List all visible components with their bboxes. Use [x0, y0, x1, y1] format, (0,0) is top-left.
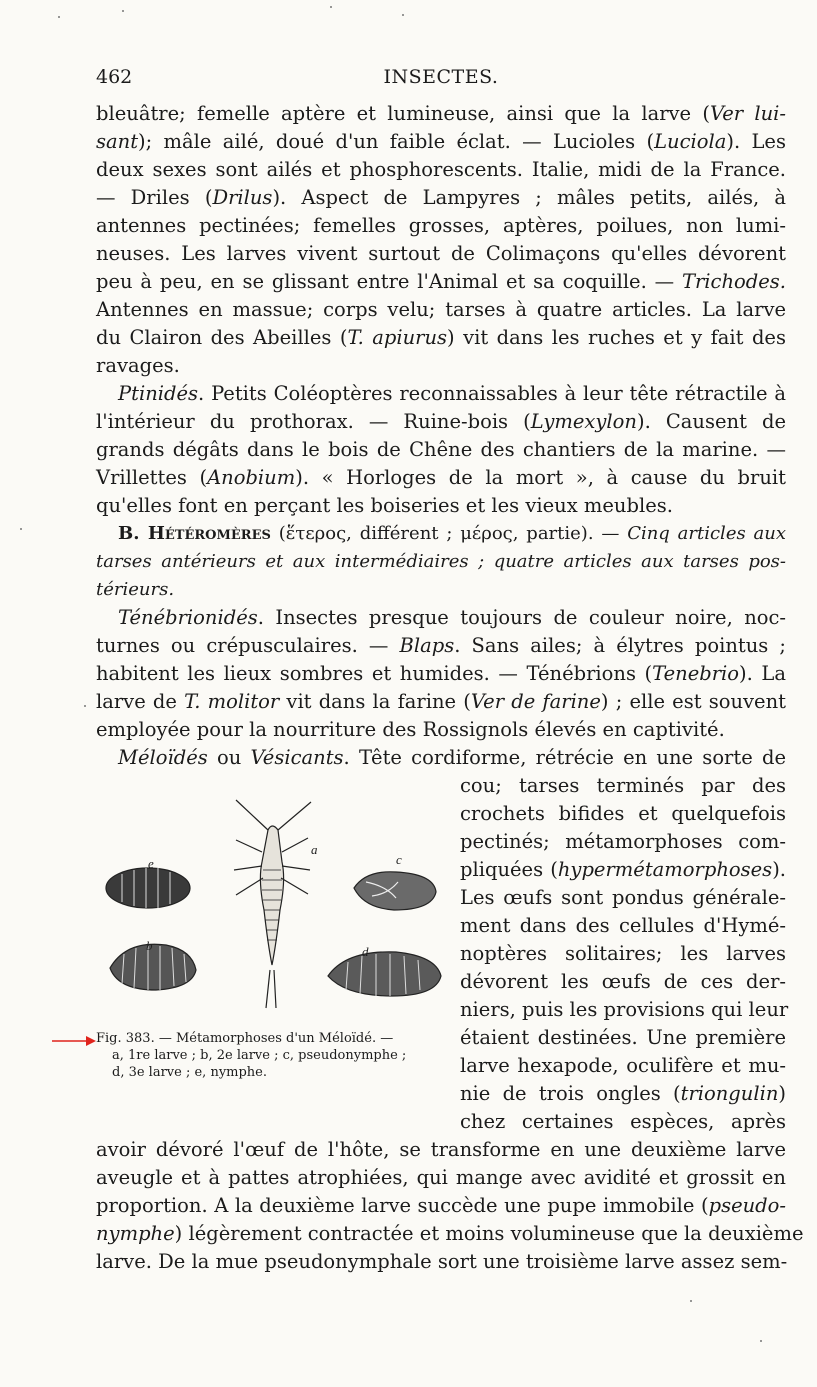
caption-line: a, 1re larve ; b, 2e larve ; c, pseudonymphe ; — [112, 1048, 407, 1063]
figure-label-d: d — [362, 944, 369, 959]
page-header — [96, 66, 786, 94]
text-line: niers, puis les provisions qui leur — [460, 998, 789, 1021]
figure-label-c: c — [396, 852, 402, 867]
text-line: Ténébrionidés. Insectes presque toujours de couleur noire, noc- — [118, 606, 786, 629]
text-line: bleuâtre; femelle aptère et lumineuse, ainsi que la larve (Ver lui- — [96, 102, 786, 125]
text-line: chez certaines espèces, après — [460, 1110, 786, 1133]
text-line: Méloïdés ou Vésicants. Tête cordiforme, rétrécie en une sorte de — [118, 746, 787, 769]
text-line: avoir dévoré l'œuf de l'hôte, se transforme en une deuxième larve — [96, 1138, 786, 1161]
text-line: larve. De la mue pseudonymphale sort une troisième larve assez sem- — [96, 1250, 788, 1273]
text-line: proportion. A la deuxième larve succède une pupe immobile (pseudo- — [96, 1194, 786, 1217]
paper-speck — [122, 10, 124, 12]
text-line: deux sexes sont ailés et phosphorescents. Italie, midi de la France. — [96, 158, 786, 181]
text-line: dévorent les œufs de ces der- — [460, 970, 786, 993]
figure-label-a: a — [311, 842, 318, 857]
text-line: employée pour la nourriture des Rossignols élevés en captivité. — [96, 718, 725, 741]
figure-label-b: b — [146, 938, 153, 953]
paper-speck — [20, 528, 22, 530]
second-larva-illustration — [110, 944, 196, 990]
paper-speck — [84, 705, 86, 707]
pseudonymph-illustration — [106, 868, 190, 908]
text-line: l'intérieur du prothorax. — Ruine-bois (Lymexylon). Causent de — [96, 410, 787, 433]
text-line: pliquées (hypermétamorphoses). — [460, 858, 786, 881]
text-line: larve de T. molitor vit dans la farine (Ver de farine) ; elle est souvent — [96, 690, 786, 713]
first-larva-illustration — [234, 800, 311, 1008]
text-line: pectinés; métamorphoses com- — [460, 830, 786, 853]
text-line: noptères solitaires; les larves — [460, 942, 786, 965]
text-line: neuses. Les larves vivent surtout de Colimaçons qu'elles dévorent — [96, 242, 786, 265]
third-larva-illustration — [328, 952, 441, 996]
nymph-illustration — [354, 872, 436, 910]
text-line: aveugle et à pattes atrophiées, qui mange avec avidité et grossit en — [96, 1166, 786, 1189]
text-line: sant); mâle ailé, doué d'un faible éclat. — Lucioles (Luciola). Les — [96, 130, 786, 153]
text-line: tarses antérieurs et aux intermédiaires ; quatre articles aux tarses pos- — [96, 551, 786, 572]
figure-caption — [96, 1030, 448, 1081]
meloid-metamorphosis-figure — [96, 770, 448, 1030]
caption-line: Fig. 383. — Métamorphoses d'un Méloïdé. — — [96, 1031, 394, 1046]
red-arrow-icon — [52, 1035, 96, 1047]
text-line: Vrillettes (Anobium). « Horloges de la mort », à cause du bruit — [96, 466, 786, 489]
text-line: du Clairon des Abeilles (T. apiurus) vit dans les ruches et y fait des — [96, 326, 786, 349]
text-line: larve hexapode, oculifère et mu- — [460, 1054, 786, 1077]
text-line: qu'elles font en perçant les boiseries et les vieux meubles. — [96, 494, 673, 517]
text-line: habitent les lieux sombres et humides. — Ténébrions (Tenebrio). La — [96, 662, 786, 685]
text-line: cou; tarses terminés par des — [460, 774, 786, 797]
text-line: térieurs. — [96, 579, 175, 600]
page-number: 462 — [96, 66, 133, 88]
text-line: étaient destinées. Une première — [460, 1026, 786, 1049]
paper-speck — [760, 1340, 762, 1342]
text-line: nie de trois ongles (triongulin) — [460, 1082, 786, 1105]
paper-speck — [402, 14, 404, 16]
figure-label-e: e — [148, 856, 154, 871]
text-line: grands dégâts dans le bois de Chêne des chantiers de la marine. — — [96, 438, 786, 461]
text-line: ment dans des cellules d'Hymé- — [460, 914, 786, 937]
running-title: INSECTES. — [383, 66, 499, 88]
text-line: peu à peu, en se glissant entre l'Animal et sa coquille. — Trichodes. — [96, 270, 786, 293]
paper-speck — [58, 16, 60, 18]
paper-speck — [330, 6, 332, 8]
text-line: antennes pectinées; femelles grosses, aptères, poilues, non lumi- — [96, 214, 786, 237]
section-heading-line: B. Hétéromères (ἕτερος, différent ; μέρος, partie). — Cinq articles aux — [118, 523, 787, 544]
paper-speck — [690, 1300, 692, 1302]
text-line: nymphe) légèrement contractée et moins volumineuse que la deuxième — [96, 1222, 804, 1245]
text-line: Les œufs sont pondus générale- — [460, 886, 786, 909]
text-line: turnes ou crépusculaires. — Blaps. Sans ailes; à élytres pointus ; — [96, 634, 786, 657]
caption-line: d, 3e larve ; e, nymphe. — [112, 1065, 268, 1080]
text-line: Ptinidés. Petits Coléoptères reconnaissables à leur tête rétractile à — [118, 382, 786, 405]
text-line: Antennes en massue; corps velu; tarses à quatre articles. La larve — [96, 298, 786, 321]
text-line: ravages. — [96, 354, 180, 377]
text-line: — Driles (Drilus). Aspect de Lampyres ; mâles petits, ailés, à — [96, 186, 787, 209]
text-line: crochets bifides et quelquefois — [460, 802, 786, 825]
